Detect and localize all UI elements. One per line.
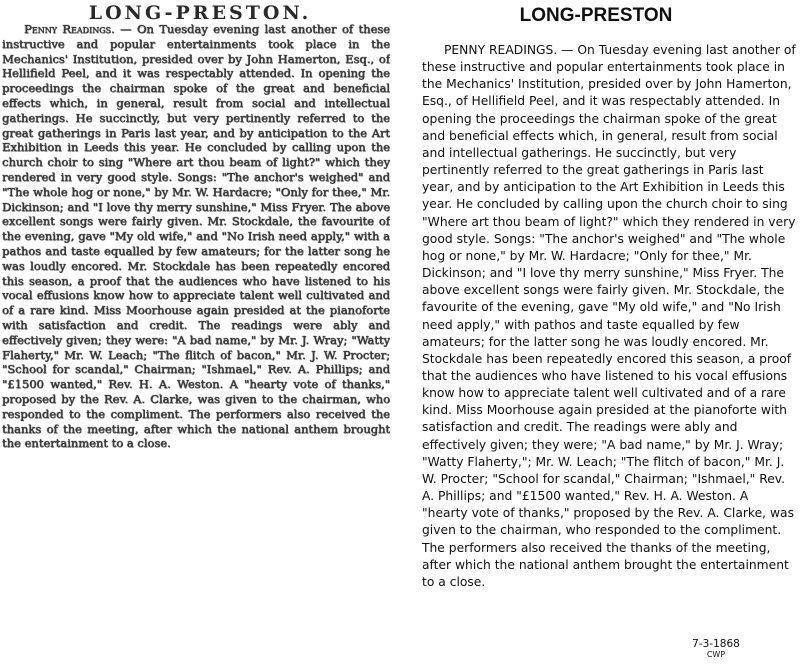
transcription-body <box>422 42 797 591</box>
publication-date: 7-3-1868 <box>692 638 740 650</box>
scan-article-text: — On Tuesday evening last another of these instructive and popular entertainments took place in the Mechanics' Institution, presided over by John Hamerton, Esq., of Hellifield Peel, and it was respectably attended. In opening the proceedings the chairman spoke of the great and beneficial effects which, in general, result from social and intellectual gatherings. He succinctly, but very pertinently referred to the great gatherings in Paris last year, and by anticipation to the Art Exhibition in Leeds this year. He concluded by calling upon the church choir to sing "Where art thou beam of light?" which they rendered in very good style. Songs: "The anchor's weighed" and "The whole hog or none," by Mr. W. Hardacre; "Only for thee," Mr. Dickinson; and "I love thy merry sunshine," Miss Fryer. The above excellent songs were fairly given. Mr. Stockdale, the favourite of the evening, gave "My old wife," and "No Irish need apply," with a pathos and taste equalled by few amateurs; for the latter song he was loudly encored. Mr. Stockdale has been repeatedly encored this season, a proof that the audiences who have listened to his vocal effusions know how to appreciate talent well cultivated and of a rare kind. Miss Moorhouse again presided at the pianoforte with satisfaction and credit. The readings were ably and effectively given; they were: "A bad name," by Mr. J. Wray; "Watty Flaherty," Mr. W. Leach; "The flitch of bacon," Mr. J. W. Procter; "School for scandal," Chairman; "Ishmael," Rev. A. Phillips; and "£1500 wanted," Rev. H. A. Weston. A "hearty vote of thanks," proposed by the Rev. A. Clarke, was given to the chairman, who responded to the compliment. The performers also received the thanks of the meeting, after which the national anthem brought the entertainment to a close. <box>2 22 390 451</box>
transcriber-initials: CWP <box>706 650 726 659</box>
scan-headline: LONG-PRESTON. <box>88 2 312 24</box>
scan-article-heading: Penny Readings. <box>24 22 115 36</box>
scan-paragraph <box>2 22 390 451</box>
transcription-panel <box>408 0 800 671</box>
scan-article-body <box>2 22 390 582</box>
transcription-paragraph: PENNY READINGS. — On Tuesday evening last another of these instructive and popular entertainments took place in the Mechanics' Institution, presided over by John Hamerton, Esq., of Hellifield Peel, and it was respectably attended. In opening the proceedings the chairman spoke of the great and beneficial effects which, in general, result from social and intellectual gatherings. He succinctly, but very pertinently referred to the great gatherings in Paris last year, and by anticipation to the Art Exhibition in Leeds this year. He concluded by calling upon the church choir to sing "Where art thou beam of light?" which they rendered in very good style. Songs: "The anchor's weighed" and "The whole hog or none," by Mr. W. Hardacre; "Only for thee," Mr. Dickinson; and "I love thy merry sunshine," Miss Fryer. The above excellent songs were fairly given. Mr. Stockdale, the favourite of the evening, gave "My old wife," and "No Irish need apply," with pathos and taste equalled by few amateurs; for the latter song he was loudly encored. Mr. Stockdale has been repeatedly encored this season, a proof that the audiences who have listened to his vocal effusions know how to appreciate talent well cultivated and of a rare kind. Miss Moorhouse again presided at the pianoforte with satisfaction and credit. The readings were ably and effectively given; they were; "A bad name," by Mr. J. Wray; "Watty Flaherty,"; Mr. W. Leach; "The flitch of bacon," Mr. J. W. Procter; "School for scandal," Chairman; "Ishmael," Rev. A. Phillips; and "£1500 wanted," Rev. H. A. Weston. A "hearty vote of thanks," proposed by the Rev. A. Clarke, was given to the chairman, who responded to the compliment. The performers also received the thanks of the meeting, after which the national anthem brought the entertainment to a close. <box>422 43 796 589</box>
transcription-headline: LONG-PRESTON <box>519 5 673 26</box>
